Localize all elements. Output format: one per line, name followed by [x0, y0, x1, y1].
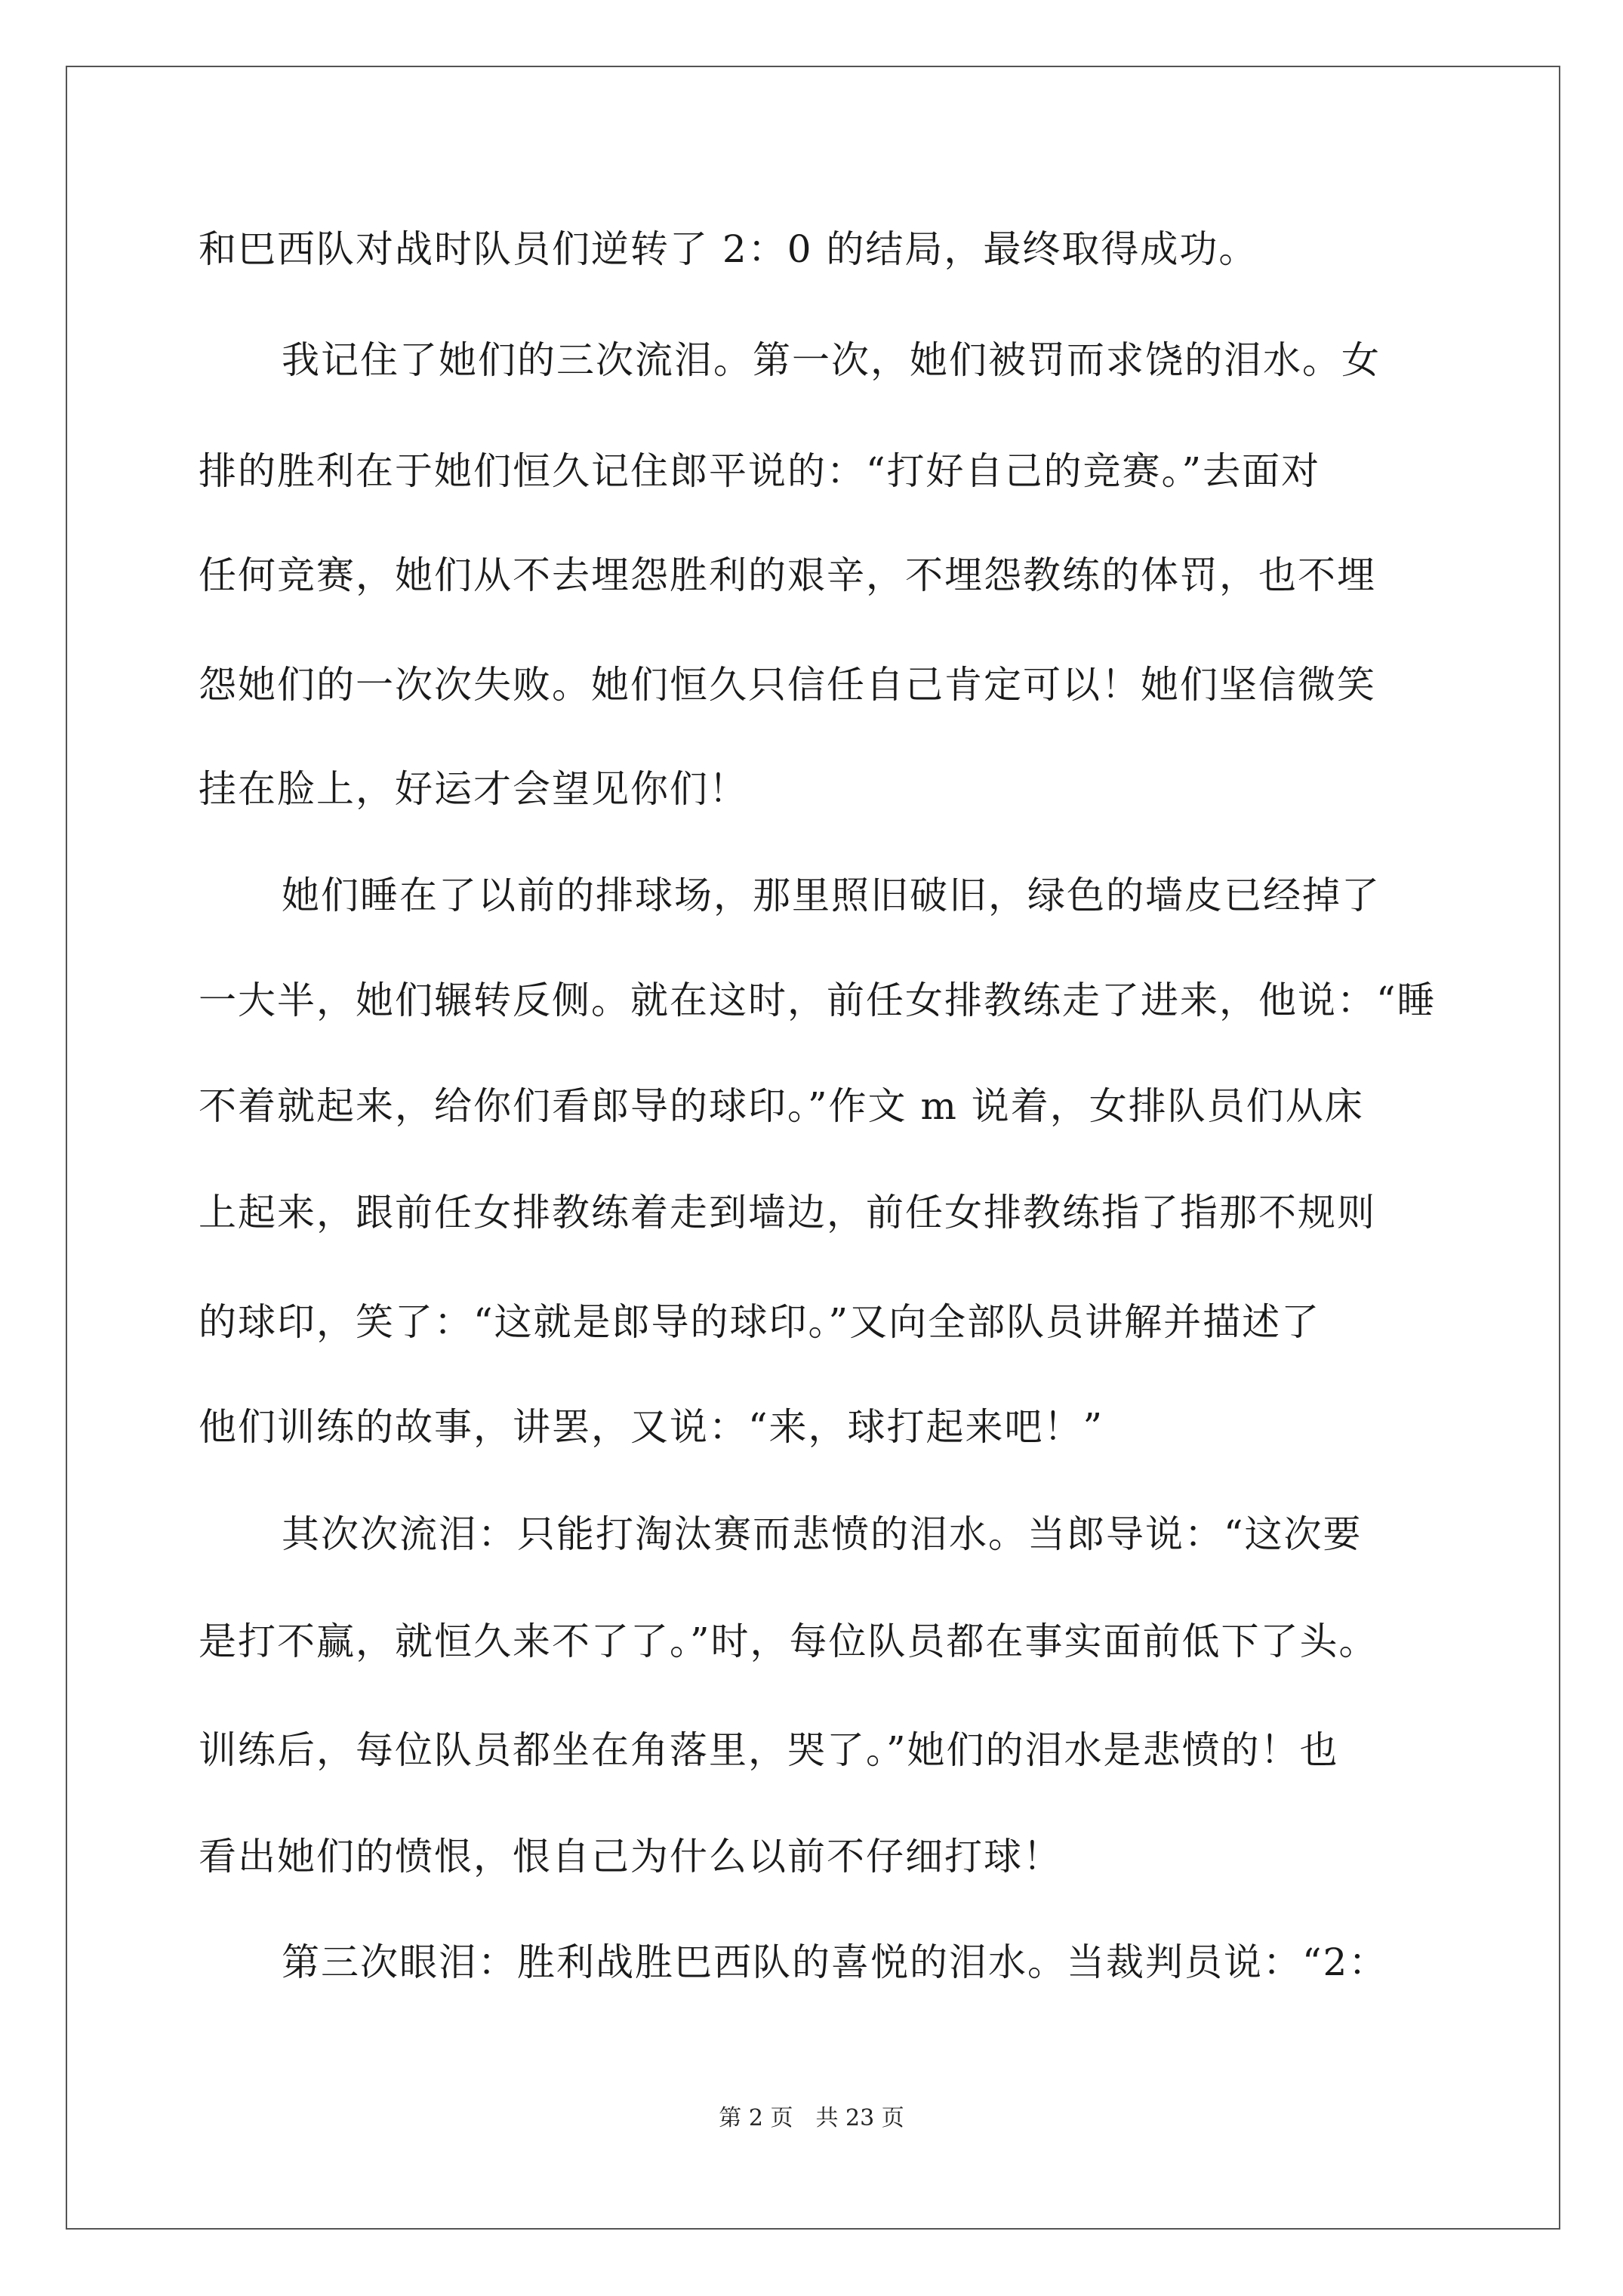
text-line: 训练后，每位队员都坐在角落里，哭了。”她们的泪水是悲愤的！也 — [199, 1728, 1339, 1772]
text-line: 一大半，她们辗转反侧。就在这时，前任女排教练走了进来，他说：“睡 — [199, 978, 1437, 1022]
paragraph-start: 其次次流泪：只能打淘汰赛而悲愤的泪水。当郎导说：“这次要 — [282, 1512, 1363, 1556]
text-line: 上起来，跟前任女排教练着走到墙边，前任女排教练指了指那不规则 — [199, 1191, 1376, 1234]
text-line: 挂在脸上，好运才会望见你们！ — [199, 767, 748, 811]
text-line: 任何竞赛，她们从不去埋怨胜利的艰辛，不埋怨教练的体罚，也不埋 — [199, 553, 1376, 597]
text-line: 他们训练的故事，讲罢，又说：“来，球打起来吧！” — [199, 1405, 1104, 1449]
paragraph-start: 我记住了她们的三次流泪。第一次，她们被罚而求饶的泪水。女 — [282, 338, 1381, 382]
text-line: 不着就起来，给你们看郎导的球印。”作文 m 说着，女排队员们从床 — [199, 1084, 1364, 1128]
text-line: 的球印，笑了：“这就是郎导的球印。”又向全部队员讲解并描述了 — [199, 1300, 1321, 1344]
text-line: 怨她们的一次次失败。她们恒久只信任自己肯定可以！她们坚信微笑 — [199, 663, 1376, 707]
paragraph-start: 她们睡在了以前的排球场，那里照旧破旧，绿色的墙皮已经掉了 — [282, 874, 1381, 917]
paragraph-start: 第三次眼泪：胜利战胜巴西队的喜悦的泪水。当裁判员说：“2： — [282, 1940, 1388, 1984]
text-line: 是打不赢，就恒久来不了了。”时，每位队员都在事实面前低下了头。 — [199, 1620, 1378, 1663]
text-line: 看出她们的愤恨，恨自己为什么以前不仔细打球！ — [199, 1835, 1062, 1878]
text-line: 排的胜利在于她们恒久记住郎平说的：“打好自己的竞赛。”去面对 — [199, 449, 1321, 493]
page-border — [66, 66, 1560, 2230]
text-line: 和巴西队对战时队员们逆转了 2：0 的结局，最终取得成功。 — [199, 227, 1258, 271]
page-number: 第 2 页 共 23 页 — [719, 2105, 904, 2131]
